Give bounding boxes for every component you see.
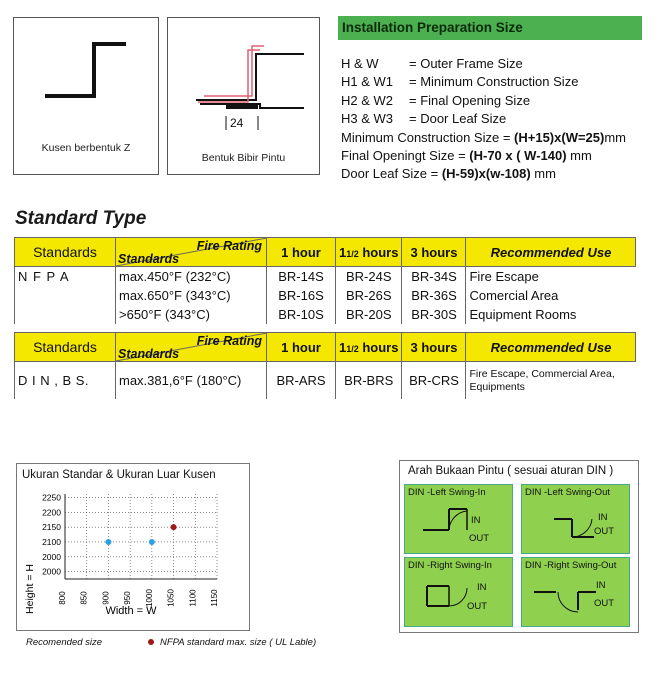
chart-plot bbox=[17, 464, 249, 630]
legend-recommended: Recomended size bbox=[26, 637, 103, 648]
z-frame-caption: Kusen berbentuk Z bbox=[41, 142, 131, 154]
header-1-hour: 1 hour bbox=[267, 238, 336, 267]
def-row: H1 & W1 = Minimum Construction Size bbox=[341, 74, 579, 90]
header-1-5-hours: 11/2 hours bbox=[336, 333, 402, 362]
lip-figure bbox=[167, 17, 320, 175]
code-cell: BR-CRS bbox=[402, 362, 466, 400]
code-cell: BR-36S bbox=[402, 286, 466, 305]
swing-left-out: DIN -Left Swing-Out IN OUT bbox=[521, 484, 630, 554]
right-swing-in-icon bbox=[405, 558, 512, 626]
code-cell: BR-20S bbox=[336, 305, 402, 324]
z-frame-drawing bbox=[14, 18, 158, 138]
def-row: H3 & W3 = Door Leaf Size bbox=[341, 111, 507, 127]
installation-title: Installation Preparation Size bbox=[338, 16, 642, 40]
formula-row: Minimum Construction Size = (H+15)x(W=25)mm bbox=[341, 129, 627, 145]
left-swing-out-icon bbox=[522, 485, 629, 553]
left-swing-in-icon bbox=[405, 485, 512, 553]
use-cell: Equipment Rooms bbox=[466, 305, 636, 324]
z-frame-figure bbox=[13, 17, 159, 175]
x-tick-label: 900 bbox=[101, 591, 111, 605]
table-header-row bbox=[15, 238, 636, 267]
code-cell: BR-34S bbox=[402, 267, 466, 287]
use-cell: Comercial Area bbox=[466, 286, 636, 305]
data-point bbox=[105, 539, 111, 545]
formula-row: Final Openingt Size = (H-70 x ( W-140) mm bbox=[341, 148, 592, 164]
y-axis-label: Height = H bbox=[24, 564, 36, 614]
data-point bbox=[171, 524, 177, 530]
temp-cell: max.650°F (343°C) bbox=[116, 286, 267, 305]
code-cell: BR-ARS bbox=[267, 362, 336, 400]
standard-heading: Standard Type bbox=[15, 208, 147, 229]
formula-row: Door Leaf Size = (H-59)x(w-108) mm bbox=[341, 166, 556, 182]
nfpa-table bbox=[14, 237, 636, 324]
y-tick-label: 2250 bbox=[42, 492, 61, 503]
header-standards: Standards bbox=[15, 238, 116, 267]
x-tick-label: 1050 bbox=[166, 589, 176, 607]
y-tick-label: 2000 bbox=[42, 551, 61, 562]
code-cell: BR-BRS bbox=[336, 362, 402, 400]
chart-title: Ukuran Standar & Ukuran Luar Kusen bbox=[22, 469, 216, 481]
def-row: H2 & W2 = Final Opening Size bbox=[341, 92, 531, 108]
legend-nfpa: NFPA standard max. size ( UL Lable) bbox=[160, 637, 317, 648]
header-1-5-hours: 11/2 hours bbox=[336, 238, 402, 267]
swing-title: Arah Bukaan Pintu ( sesuai aturan DIN ) bbox=[408, 465, 614, 477]
table-header-row bbox=[15, 333, 636, 362]
din-label: D I N , B S. bbox=[15, 362, 116, 400]
lip-drawing bbox=[168, 18, 319, 138]
x-tick-label: 1100 bbox=[188, 589, 198, 607]
header-standards: Standards bbox=[15, 333, 116, 362]
lip-dimension: 24 bbox=[230, 116, 244, 130]
table-row bbox=[15, 362, 636, 400]
din-table bbox=[14, 332, 636, 399]
header-recommended-use: Recommended Use bbox=[466, 333, 636, 362]
table-row bbox=[15, 267, 636, 287]
code-cell: BR-10S bbox=[267, 305, 336, 324]
x-axis-label: Width = W bbox=[105, 605, 157, 617]
x-tick-label: 950 bbox=[123, 591, 133, 605]
temp-cell: max.450°F (232°C) bbox=[116, 267, 267, 287]
code-cell: BR-14S bbox=[267, 267, 336, 287]
right-swing-out-icon bbox=[522, 558, 629, 626]
code-cell: BR-26S bbox=[336, 286, 402, 305]
swing-left-in: DIN -Left Swing-In IN OUT bbox=[404, 484, 513, 554]
data-point bbox=[149, 539, 155, 545]
code-cell: BR-24S bbox=[336, 267, 402, 287]
header-recommended-use: Recommended Use bbox=[466, 238, 636, 267]
y-tick-label: 2200 bbox=[42, 507, 61, 518]
x-tick-label: 1150 bbox=[210, 589, 219, 607]
y-tick-label: 2100 bbox=[42, 536, 61, 547]
temp-cell: >650°F (343°C) bbox=[116, 305, 267, 324]
use-cell: Fire Escape bbox=[466, 267, 636, 287]
swing-right-out: DIN -Right Swing-Out IN OUT bbox=[521, 557, 630, 627]
size-chart bbox=[16, 463, 250, 631]
x-tick-label: 800 bbox=[58, 591, 67, 605]
installation-definitions bbox=[341, 55, 626, 184]
code-cell: BR-16S bbox=[267, 286, 336, 305]
table-row bbox=[15, 305, 636, 324]
def-row: H & W = Outer Frame Size bbox=[341, 56, 523, 71]
header-diagonal: Fire Rating Standards bbox=[116, 333, 267, 362]
swing-direction-box bbox=[399, 460, 639, 633]
table-row bbox=[15, 286, 636, 305]
temp-cell: max.381,6°F (180°C) bbox=[116, 362, 267, 400]
header-3-hours: 3 hours bbox=[402, 333, 466, 362]
nfpa-label: N F P A bbox=[15, 267, 116, 287]
y-tick-label: 2150 bbox=[42, 522, 61, 533]
y-tick-label: 2000 bbox=[42, 566, 61, 577]
header-diagonal: Fire Rating Standards bbox=[116, 238, 267, 267]
x-tick-label: 850 bbox=[79, 591, 89, 605]
legend-nfpa-dot bbox=[148, 639, 154, 645]
lip-caption: Bentuk Bibir Pintu bbox=[201, 152, 286, 164]
use-cell: Fire Escape, Commercial Area, Equipments bbox=[466, 362, 636, 400]
header-3-hours: 3 hours bbox=[402, 238, 466, 267]
header-1-hour: 1 hour bbox=[267, 333, 336, 362]
swing-right-in: DIN -Right Swing-In IN OUT bbox=[404, 557, 513, 627]
code-cell: BR-30S bbox=[402, 305, 466, 324]
x-tick-label: 1000 bbox=[144, 589, 154, 607]
